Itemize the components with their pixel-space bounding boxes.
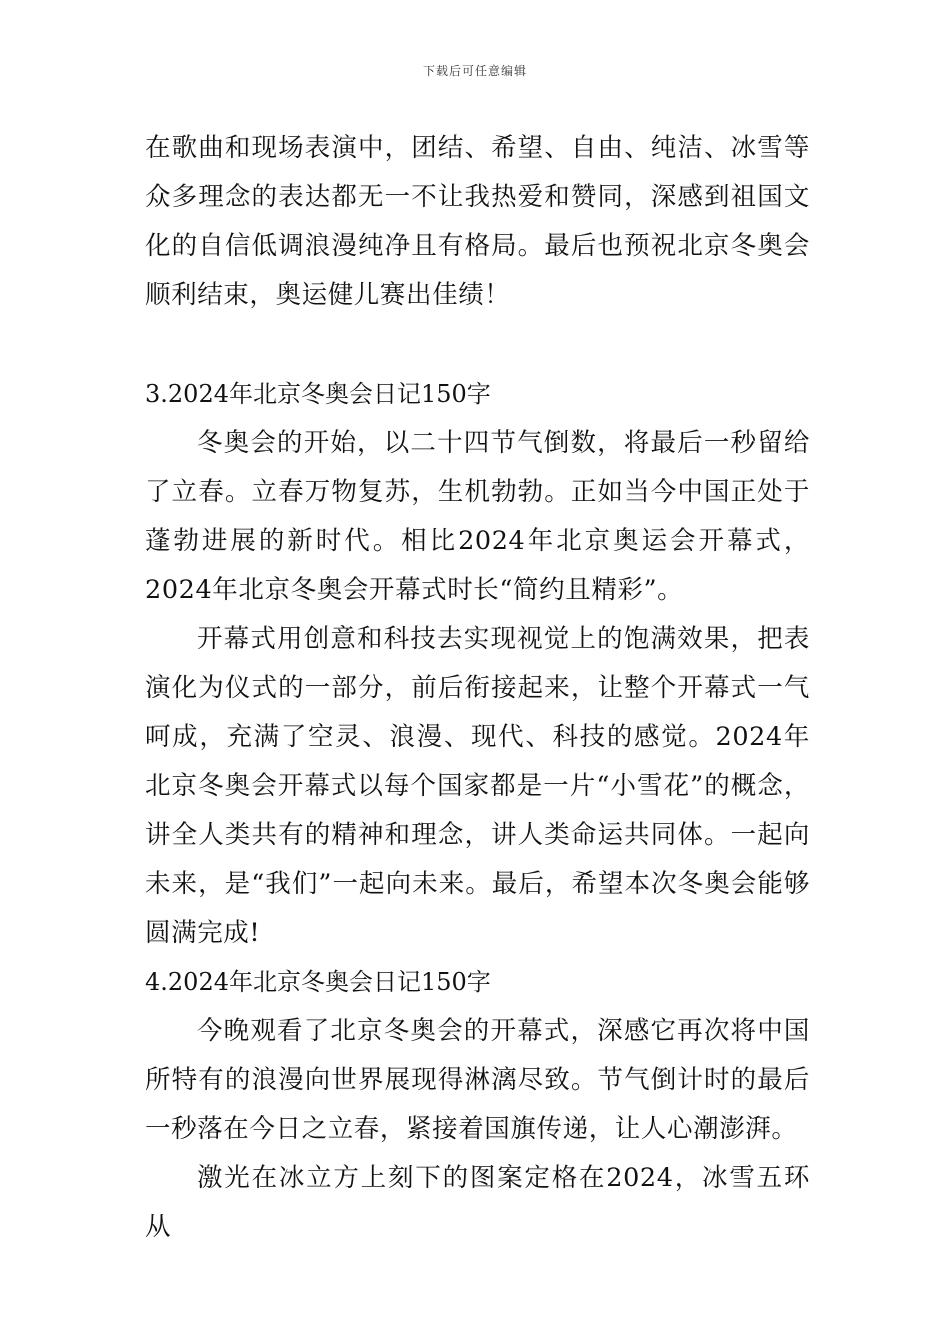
intro-paragraph: 在歌曲和现场表演中，团结、希望、自由、纯洁、冰雪等众多理念的表达都无一不让我热爱和赞同，深感到祖国文化的自信低调浪漫纯净且有格局。最后也预祝北京冬奥会顺利结束，奥运健儿赛出佳绩！ xyxy=(145,133,810,310)
section-4-paragraph-1: 今晚观看了北京冬奥会的开幕式，深感它再次将中国所特有的浪漫向世界展现得淋漓尽致。节气倒计时的最后一秒落在今日之立春，紧接着国旗传递，让人心潮澎湃。 xyxy=(145,1016,810,1144)
section-3-paragraph-1: 冬奥会的开始，以二十四节气倒数，将最后一秒留给了立春。立春万物复苏，生机勃勃。正如当今中国正处于蓬勃进展的新时代。相比2024年北京奥运会开幕式，2024年北京冬奥会开幕式时长“简约且精彩”。 xyxy=(145,428,810,605)
section-3-paragraph-2: 开幕式用创意和科技去实现视觉上的饱满效果，把表演化为仪式的一部分，前后衔接起来，让整个开幕式一气呵成，充满了空灵、浪漫、现代、科技的感觉。2024年北京冬奥会开幕式以每个国家都是一片“小雪花”的概念，讲全人类共有的精神和理念，讲人类命运共同体。一起向未来，是“我们”一起向未来。最后，希望本次冬奥会能够圆满完成! xyxy=(145,624,810,948)
section-3-heading: 3.2024年北京冬奥会日记150字 xyxy=(145,380,491,408)
section-4-paragraph-2: 激光在冰立方上刻下的图案定格在2024，冰雪五环从 xyxy=(145,1163,810,1242)
document-body xyxy=(145,124,810,1252)
section-4-heading: 4.2024年北京冬奥会日记150字 xyxy=(145,968,491,996)
page-header: 下载后可任意编辑 xyxy=(422,64,527,78)
